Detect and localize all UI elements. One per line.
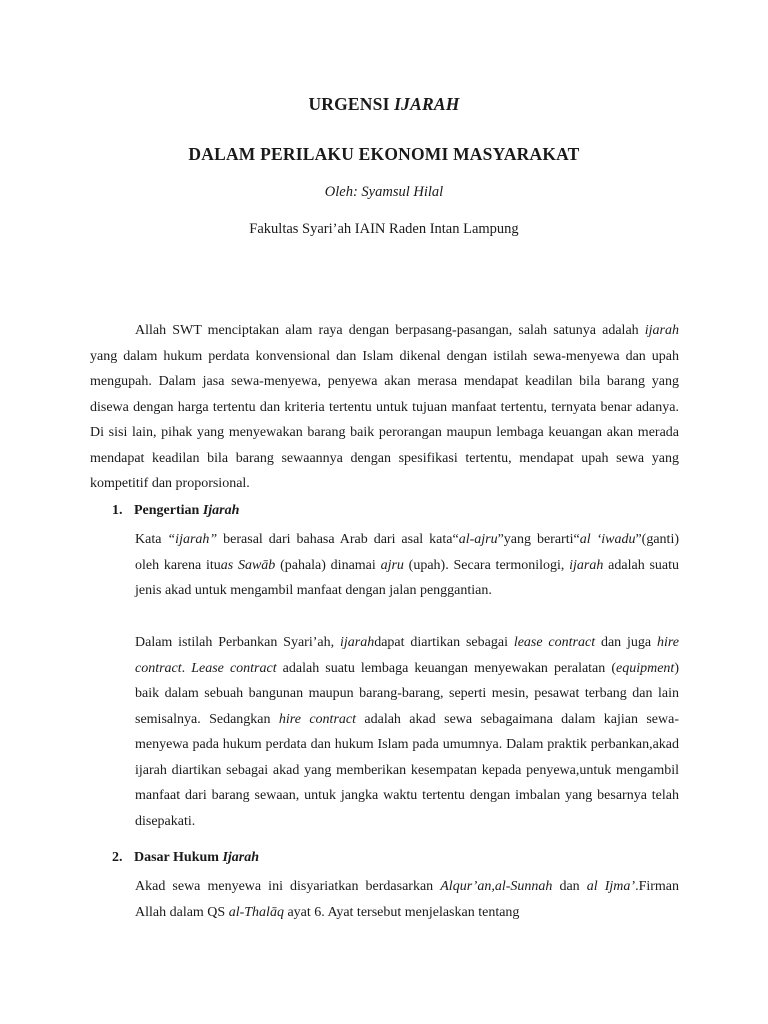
section-1-paragraph-1: Kata “ijarah” berasal dari bahasa Arab dari asal kata“al-ajru”yang berarti“al ‘iwadu”(ganti) oleh karena ituas Sawāb (pahala) dinamai ajru (upah). Secara termonilogi, ijarah adalah suatu jenis akad untuk mengambil manfaat dengan jalan penggantian. [135,532,680,598]
affiliation-line: Fakultas Syari’ah IAIN Raden Intan Lampung [249,221,519,237]
title-plain: URGENSI [308,94,395,114]
section-number: 1. [112,503,123,518]
intro-paragraph: Allah SWT menciptakan alam raya dengan berpasang-pasangan, salah satunya adalah ijarah yang dalam hukum perdata konvensional dan Islam dikenal dengan istilah sewa-menyewa dan upah mengupah. Dalam jasa sewa-menyewa, penyewa akan merasa mendapat keadilan bila barang yang disewa dengan harga tertentu dan kriteria tertentu untuk tujuan manfaat tertentu, ternyata benar adanya. Di sisi lain, pihak yang menyewakan barang baik perorangan maupun lembaga keuangan akan merada mendapat keadilan bila barang sewaannya dengan spesifikasi tertentu, mendapat upah sewa yang kompetitif dan proporsional. [90,323,679,491]
document-title-line-1 [0,94,768,115]
author-line: Oleh: Syamsul Hilal [324,184,444,200]
section-2-paragraph-1: Akad sewa menyewa ini disyariatkan berdasarkan Alqur’an,al-Sunnah dan al Ijma’.Firman Allah dalam QS al-Thalāq ayat 6. Ayat tersebut menjelaskan tentang [135,879,680,920]
section-1-paragraph-2: Dalam istilah Perbankan Syari’ah, ijarahdapat diartikan sebagai lease contract dan juga hire contract. Lease contract adalah suatu lembaga keuangan menyewakan peralatan (equipment) baik dalam sebuah bangunan maupun barang-barang, seperti mesin, pesawat terbang dan lain semisalnya. Sedangkan hire contract adalah akad sewa sebagaimana dalam kajian sewa-menyewa pada hukum perdata dan hukum Islam pada umumnya. Dalam praktik perbankan,akad ijarah diartikan sebagai akad yang memberikan kesempatan kepada penyewa,untuk mengambil manfaat dari barang sewaan, untuk jangka waktu tertentu dengan imbalan yang besarnya telah disepakati. [135,635,680,829]
document-title-line-2: DALAM PERILAKU EKONOMI MASYARAKAT [188,144,580,164]
section-heading-pengertian: 1. Pengertian Ijarah [112,503,240,518]
title-italic: IJARAH [394,94,460,114]
section-heading-dasar-hukum: 2. Dasar Hukum Ijarah [112,850,260,865]
section-number: 2. [112,850,123,865]
